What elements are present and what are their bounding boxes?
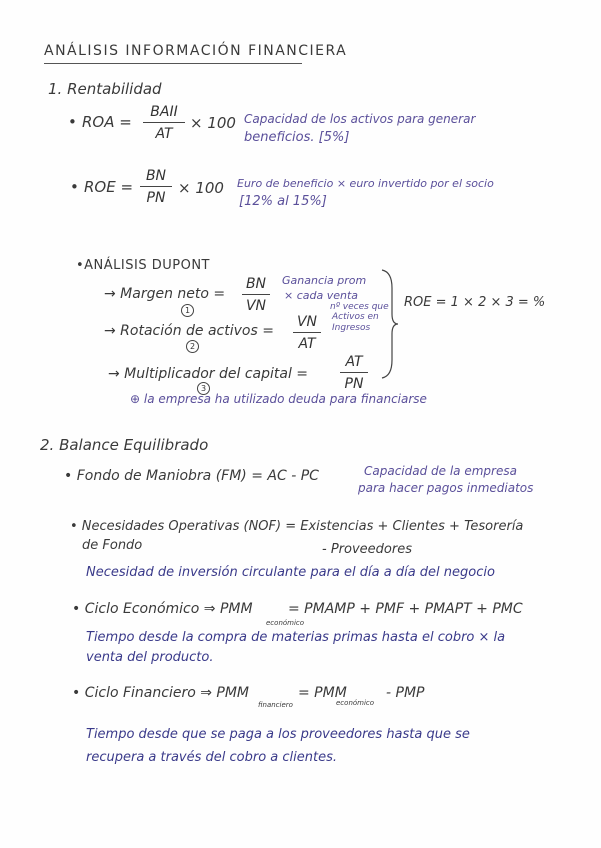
rotacion-note-3: Ingresos (332, 323, 371, 333)
multiplicador-circle-number: 3 (197, 382, 210, 395)
page-title: ANÁLISIS INFORMACIÓN FINANCIERA (44, 43, 348, 59)
rotacion-circle-number: 2 (186, 340, 199, 353)
rotacion-fraction (293, 314, 321, 352)
roa-description-2: beneficios. [5%] (244, 130, 350, 145)
multiplicador-fraction (340, 354, 368, 392)
roa-multiplier: × 100 (190, 114, 236, 132)
rotacion-note-2: Activos en (332, 312, 379, 322)
roe-bullet: • (70, 178, 79, 196)
ciclo-financiero-label: • Ciclo Financiero ⇒ PMM (72, 685, 249, 701)
ciclo-economico-label: • Ciclo Económico ⇒ PMM (72, 601, 253, 617)
ciclo-economico-formula: = PMAMP + PMF + PMAPT + PMC (288, 601, 523, 617)
margen-numerator: BN (242, 276, 270, 295)
margen-note-1: Ganancia prom (282, 274, 367, 287)
rotacion-note-1: nº veces que (330, 302, 389, 312)
multiplicador-numerator: AT (340, 354, 368, 373)
roe-description-2: [12% al 15%] (239, 194, 327, 209)
fm-label: • Fondo de Maniobra (FM) = AC - PC (64, 468, 319, 484)
ciclo-economico-description-2: venta del producto. (86, 650, 214, 665)
roa-denominator: AT (155, 126, 173, 142)
ciclo-financiero-description-1: Tiempo desde que se paga a los proveedores hasta que se (86, 727, 470, 742)
fm-description-1: Capacidad de la empresa (364, 464, 517, 478)
dupont-brace (380, 268, 400, 380)
roe-denominator: PN (146, 190, 166, 206)
ciclo-economico-description-1: Tiempo desde la compra de materias primas hasta el cobro × la (86, 630, 506, 645)
dupont-heading: •ANÁLISIS DUPONT (76, 258, 210, 273)
nof-description: Necesidad de inversión circulante para el día a día del negocio (86, 565, 495, 580)
roe-dupont-formula: ROE = 1 × 2 × 3 = % (404, 295, 546, 310)
multiplicador-denominator: PN (344, 376, 364, 392)
roe-label: ROE = (84, 178, 134, 196)
section-1-heading: 1. Rentabilidad (48, 80, 162, 98)
margen-denominator: VN (245, 298, 267, 314)
roa-fraction (143, 104, 185, 142)
multiplicador-note: ⊕ la empresa ha utilizado deuda para financiarse (130, 392, 427, 406)
ciclo-financiero-formula: - PMP (386, 685, 425, 701)
margen-circle-number: 1 (181, 304, 194, 317)
margen-label: → Margen neto = (104, 286, 226, 302)
ciclo-financiero-equals: = PMM (298, 685, 347, 701)
ciclo-financiero-subscript-2: económico (336, 699, 375, 707)
nof-label-3: - Proveedores (322, 542, 412, 557)
roa-label: ROA = (82, 113, 132, 131)
roe-numerator: BN (140, 168, 172, 187)
roa-bullet: • (68, 113, 77, 131)
title-underline (44, 63, 302, 64)
multiplicador-label: → Multiplicador del capital = (108, 366, 309, 382)
rotacion-denominator: AT (298, 336, 316, 352)
roe-fraction (140, 168, 172, 206)
fm-description-2: para hacer pagos inmediatos (358, 481, 534, 495)
roe-multiplier: × 100 (178, 179, 224, 197)
nof-label-2: de Fondo (82, 538, 143, 553)
roa-numerator: BAII (143, 104, 185, 123)
roa-description-1: Capacidad de los activos para generar (244, 112, 476, 126)
margen-fraction (242, 276, 270, 314)
rotacion-label: → Rotación de activos = (104, 323, 274, 339)
rotacion-numerator: VN (293, 314, 321, 333)
nof-label-1: • Necesidades Operativas (NOF) = Existencias + Clientes + Tesorería (70, 519, 524, 534)
margen-note-2: × cada venta (284, 289, 359, 302)
ciclo-financiero-description-2: recupera a través del cobro a clientes. (86, 750, 338, 765)
ciclo-economico-subscript: económico (266, 619, 305, 627)
ciclo-financiero-subscript: financiero (258, 701, 293, 709)
section-2-heading: 2. Balance Equilibrado (40, 436, 209, 454)
roe-description-1: Euro de beneficio × euro invertido por el socio (237, 177, 494, 190)
